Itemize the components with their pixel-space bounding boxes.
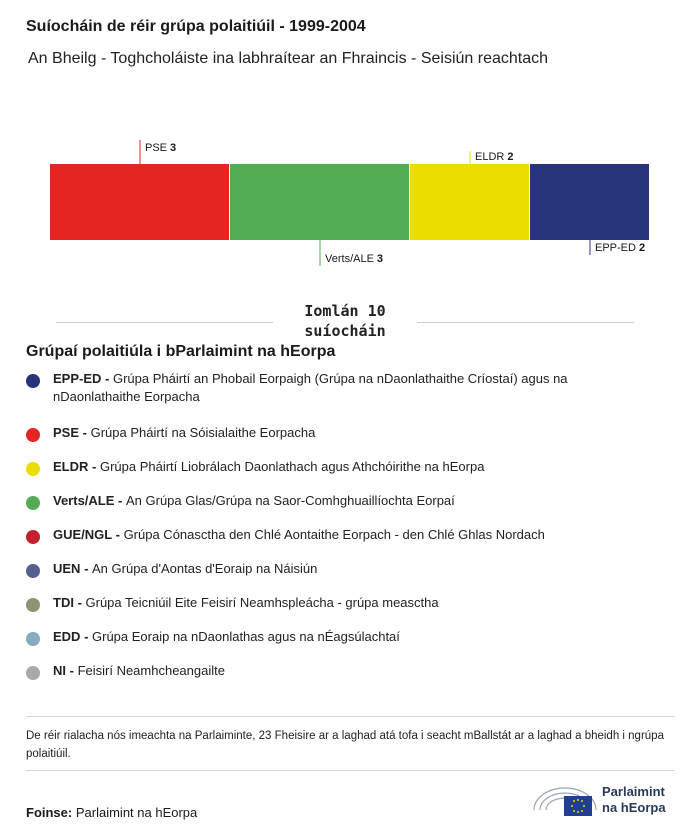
bar-value-label: 2: [638, 242, 646, 254]
legend-separator: -: [80, 561, 93, 576]
bar-data-label: [145, 142, 176, 154]
legend-item: [26, 594, 646, 612]
legend-color-dot-icon: [26, 462, 40, 476]
legend-separator: -: [79, 425, 91, 440]
legend-description: Grúpa Pháirtí na Sóisialaithe Eorpacha: [90, 425, 316, 440]
legend-description: Grúpa Pháirtí an Phobail Eorpaigh (Grúpa na nDaonlathaithe Críostaí) agus na nDaonlathaithe Eorpacha: [53, 371, 568, 404]
legend-item: [26, 492, 646, 510]
total-seats-label: Iomlán 10 suíocháin: [304, 302, 386, 340]
legend-separator: -: [114, 493, 126, 508]
legend-description: Grúpa Cónasctha den Chlé Aontaithe Eorpach - den Chlé Ghlas Nordach: [123, 527, 545, 542]
legend-item: [26, 560, 646, 578]
legend-code: PSE: [53, 425, 80, 440]
note-bottom-rule: [26, 770, 675, 771]
bar-segment-verts-ale: [230, 164, 409, 240]
legend-code: UEN: [53, 561, 81, 576]
total-rule-left: [56, 322, 273, 323]
legend-item: [26, 458, 646, 476]
legend-description: Feisirí Neamhcheangailte: [77, 663, 225, 678]
legend-code: TDI: [53, 595, 74, 610]
rules-note: De réir rialacha nós imeachta na Parlaiminte, 23 Fheisire ar a laghad atá tofa i seacht mBallstát ar a laghad a bheidh i ngrúpa polaitiúil.: [26, 730, 664, 760]
legend-color-dot-icon: [26, 530, 40, 544]
total-rule-right: [417, 322, 634, 323]
legend-code: EDD: [53, 629, 81, 644]
legend-text: [53, 662, 225, 680]
bar-category-label: EPP-ED: [595, 242, 636, 254]
legend-item: [26, 662, 646, 680]
legend-heading: Grúpaí polaitiúla i bParlaimint na hEorpa: [26, 343, 336, 360]
logo-text: [602, 784, 666, 816]
bar-segment-pse: [50, 164, 229, 240]
seat-distribution-chart: [0, 130, 700, 270]
legend-color-dot-icon: [26, 666, 40, 680]
bar-segment-epp-ed: [530, 164, 649, 240]
legend-code: EPP-ED: [53, 371, 102, 386]
bar-data-label: [325, 253, 383, 265]
legend-separator: -: [101, 371, 113, 386]
logo-line-1: Parlaimint: [602, 784, 665, 799]
legend-item: [26, 370, 646, 406]
legend-separator: -: [88, 459, 100, 474]
bar-category-label: ELDR: [475, 151, 505, 163]
legend-separator: -: [80, 629, 93, 644]
legend-description: An Grúpa Glas/Grúpa na Saor-Comhghuaillíochta Eorpaí: [125, 493, 455, 508]
european-parliament-hemicycle-eu-flag-icon: [530, 780, 600, 820]
bar-category-label: Verts/ALE: [325, 253, 374, 265]
legend-item: [26, 526, 646, 544]
legend-color-dot-icon: [26, 564, 40, 578]
bar-value-label: 3: [376, 253, 384, 265]
source-line: [26, 805, 197, 820]
legend-description: Grúpa Teicniúil Eite Feisirí Neamhspleácha - grúpa measctha: [85, 595, 439, 610]
bar-data-label: [475, 151, 513, 163]
source-value: Parlaimint na hEorpa: [75, 805, 198, 820]
legend-text: [53, 492, 455, 510]
legend-separator: -: [112, 527, 124, 542]
legend-color-dot-icon: [26, 598, 40, 612]
legend-color-dot-icon: [26, 374, 40, 388]
legend-code: Verts/ALE: [53, 493, 115, 508]
legend-code: NI: [53, 663, 66, 678]
legend-separator: -: [73, 595, 86, 610]
note-top-rule: [26, 716, 675, 717]
legend-separator: -: [66, 663, 78, 678]
legend-code: GUE/NGL: [53, 527, 112, 542]
legend-text: [53, 526, 545, 544]
legend-color-dot-icon: [26, 632, 40, 646]
legend-text: [53, 458, 484, 476]
legend-description: Grúpa Eoraip na nDaonlathas agus na nÉagsúlachtaí: [92, 629, 400, 644]
bar-value-label: 3: [170, 142, 177, 154]
legend-color-dot-icon: [26, 496, 40, 510]
chart-title: Suíocháin de réir grúpa polaitiúil - 1999-2004: [26, 18, 366, 35]
bar-value-label: 2: [507, 151, 514, 163]
bar-category-label: PSE: [145, 142, 168, 154]
source-key: Foinse:: [26, 805, 73, 820]
legend-text: [53, 594, 439, 612]
legend-text: [53, 424, 315, 442]
european-parliament-logo: [530, 780, 680, 820]
logo-line-2: na hEorpa: [602, 800, 666, 815]
legend-color-dot-icon: [26, 428, 40, 442]
legend-text: [53, 560, 317, 578]
legend-text: [53, 628, 400, 646]
legend-description: An Grúpa d'Aontas d'Eoraip na Náisiún: [92, 561, 318, 576]
bar-data-label: [595, 242, 645, 254]
total-seats-row: [56, 300, 634, 344]
legend-text: [53, 370, 646, 406]
legend-item: [26, 628, 646, 646]
legend-description: Grúpa Pháirtí Liobrálach Daonlathach agus Athchóirithe na hEorpa: [99, 459, 485, 474]
legend-item: [26, 424, 646, 442]
bar-segment-eldr: [410, 164, 529, 240]
chart-subtitle: An Bheilg - Toghcholáiste ina labhraítear an Fhraincis - Seisiún reachtach: [28, 50, 548, 67]
legend-code: ELDR: [53, 459, 89, 474]
